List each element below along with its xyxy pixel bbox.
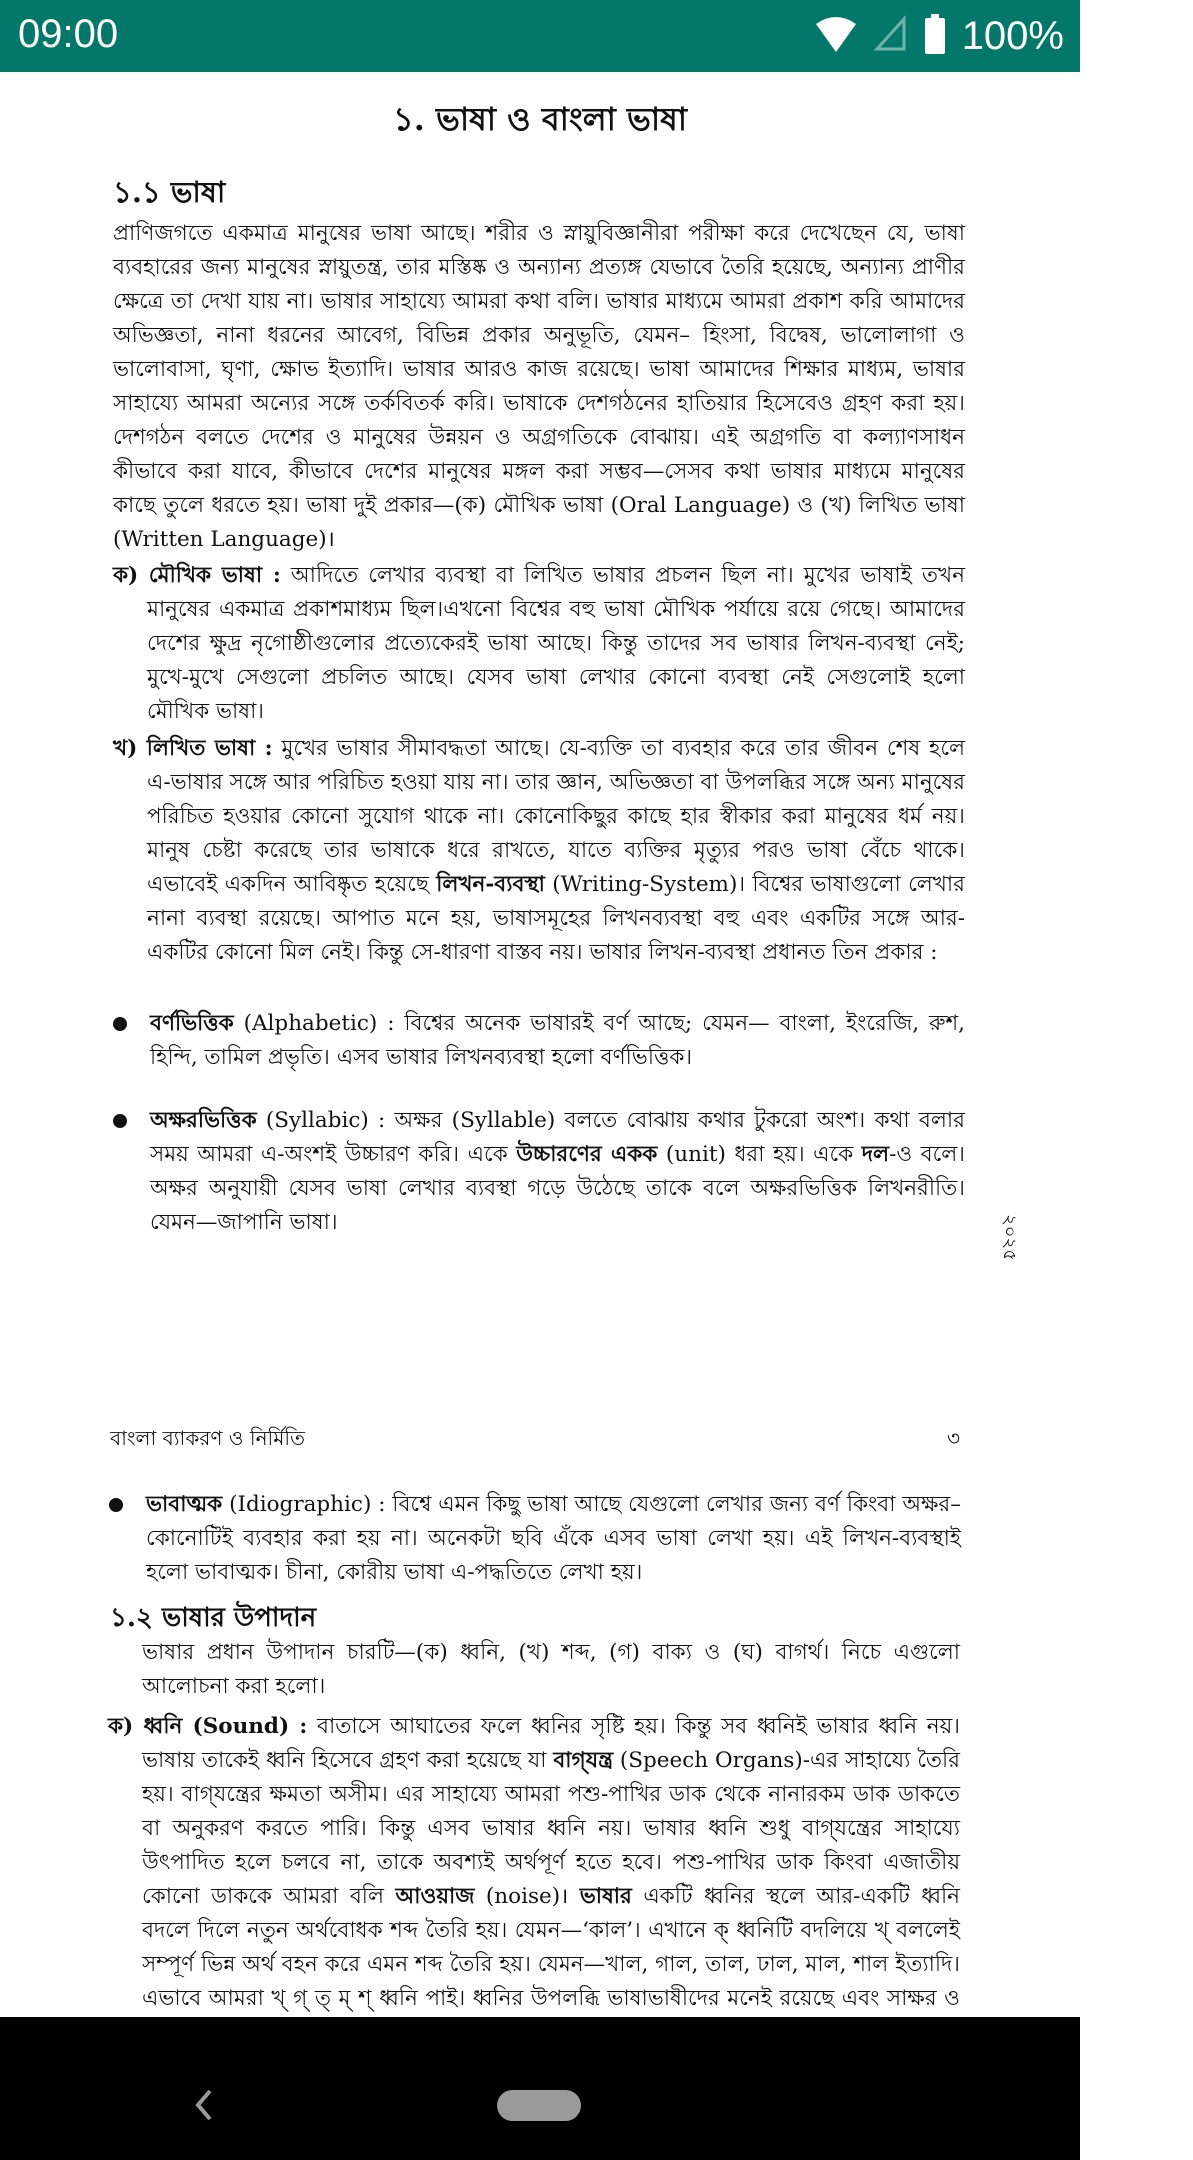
document-viewer[interactable] <box>0 72 1080 2017</box>
bullet-alphabetic <box>108 1007 965 1075</box>
section-1-2-intro: ভাষার প্রধান উপাদান চারটি—(ক) ধ্বনি, (খ) শব্দ, (গ) বাক্য ও (ঘ) বাগর্থ। নিচে এগুলো আলোচনা করা হলো। <box>142 1640 960 1699</box>
oral-language-label: ক) মৌখিক ভাষা : <box>113 563 281 588</box>
chapter-title: ১. ভাষা ও বাংলা ভাষা <box>392 100 688 138</box>
speech-organs-term: বাগ্‌যন্ত্র <box>553 1748 614 1773</box>
bullet-bold-term: উচ্চারণের একক <box>516 1142 658 1167</box>
bullet-icon <box>113 1114 127 1128</box>
book-title: বাংলা ব্যাকরণ ও নির্মিতি <box>110 1426 306 1450</box>
oral-language-text: আদিতে লেখার ব্যবস্থা বা লিখিত ভাষার প্রচলন ছিল না। মুখের ভাষাই তখন মানুষের একমাত্র প্রকাশমাধ্যম ছিল।এখনো বিশ্বের বহু ভাষা মৌখিক পর্যায়ে রয়ে গেছে। আমাদের দেশের ক্ষুদ্র নৃগোষ্ঠীগুলোর প্রত্যেকেরই ভাষা আছে। কিন্তু তাদের সব ভাষার লিখন-ব্যবস্থা নেই; মুখে-মুখে সেগুলো প্রচলিত আছে। যেসব ভাষা লেখার কোনো ব্যবস্থা নেই সেগুলোই হলো মৌখিক ভাষা। <box>147 563 965 724</box>
bullet-text: (Idiographic) : বিশ্বে এমন কিছু ভাষা আছে যেগুলো লেখার জন্য বর্ণ কিংবা অক্ষর– কোনোটিই ব্যবহার করা হয় না। অনেকটা ছবি এঁকে এসব ভাষা লেখা হয়। এই লিখন-ব্যবস্থাই হলো ভাবাত্মক। চীনা, কোরীয় ভাষা এ-পদ্ধতিতে লেখা হয়। <box>146 1492 961 1585</box>
bullet-text: (Alphabetic) : বিশ্বের অনেক ভাষারই বর্ণ আছে; যেমন— বাংলা, ইংরেজি, রুশ, হিন্দি, তামিল প্রভৃতি। এসব ভাষার লিখনব্যবস্থা হলো বর্ণভিত্তিক। <box>150 1011 966 1070</box>
sound-text: (Speech Organs)-এর সাহায্যে তৈরি হয়। বাগ্‌যন্ত্রের ক্ষমতা অসীম। এর সাহায্যে আমরা পশু-পাখির ডাক থেকে নানারকম ডাক ডাকতে বা অনুকরণ করতে পারি। কিন্তু এসব ভাষার ধ্বনি নয়। ভাষার ধ্বনি শুধু বাগ্‌যন্ত্রের সাহায্যে উৎপাদিত হলে চলবে না, তাকে অবশ্যই অর্থপূর্ণ হতে হবে। পশু-পাখির ডাক কিংবা এজাতীয় কোনো ডাককে আমরা বলি <box>142 1748 960 1909</box>
navigation-bar <box>0 2017 1080 2160</box>
sound-label: ক) ধ্বনি (Sound) : <box>108 1714 308 1739</box>
bullet-term: অক্ষরভিত্তিক <box>150 1108 257 1133</box>
noise-term: আওয়াজ <box>395 1884 475 1909</box>
bullet-text: -ও বলে। অক্ষর অনুযায়ী যেসব ভাষা লেখার ব্যবস্থা গড়ে উঠেছে তাকে বলে অক্ষরভিত্তিক লিখনরীতি। যেমন—জাপানি ভাষা। <box>150 1142 965 1235</box>
bullet-text: (Syllabic) : অক্ষর (Syllable) বলতে বোঝায় কথার টুকরো অংশ। কথা বলার সময় আমরা এ-অংশই উচ্চারণ করি। একে <box>150 1108 965 1167</box>
bullet-idiographic <box>104 1488 961 1590</box>
section-heading-1-1: ১.১ ভাষা <box>113 175 226 209</box>
sound-item <box>108 1710 960 2050</box>
bullet-term: ভাবাত্মক <box>146 1492 223 1517</box>
oral-language-item <box>113 559 965 729</box>
bullet-text: (unit) ধরা হয়। একে <box>665 1142 854 1167</box>
bullet-term: বর্ণভিত্তিক <box>150 1011 234 1036</box>
writing-system-term: লিখন-ব্যবস্থা <box>436 872 545 897</box>
side-year-mark: ২০২৫ <box>998 1214 1020 1261</box>
status-bar <box>0 0 1080 72</box>
wifi-icon <box>814 14 858 59</box>
written-language-text-2: (Writing-System)। বিশ্বের ভাষাগুলো লেখার নানা ব্যবস্থা রয়েছে। আপাত মনে হয়, ভাষাসমূহের লিখনব্যবস্থা বহু এবং একটির সঙ্গে আর-একটির কোনো মিল নেই। কিন্তু সে-ধারণা বাস্তব নয়। ভাষার লিখন-ব্যবস্থা প্রধানত তিন প্রকার : <box>147 872 965 965</box>
back-chevron-icon <box>192 2087 216 2123</box>
sound-text: (noise)। <box>485 1884 569 1909</box>
written-language-item <box>113 732 965 970</box>
page-running-header <box>110 1424 960 1457</box>
language-term: ভাষার <box>579 1884 632 1909</box>
intro-paragraph: প্রাণিজগতে একমাত্র মানুষের ভাষা আছে। শরীর ও স্নায়ুবিজ্ঞানীরা পরীক্ষা করে দেখেছেন যে, ভাষা ব্যবহারের জন্য মানুষের স্নায়ুতন্ত্র, তার মস্তিষ্ক ও অন্যান্য প্রত্যঙ্গ যেভাবে তৈরি হয়েছে, অন্যান্য প্রাণীর ক্ষেত্রে তা দেখা যায় না। ভাষার সাহায্যে আমরা কথা বলি। ভাষার মাধ্যমে আমরা প্রকাশ করি আমাদের অভিজ্ঞতা, নানা ধরনের আবেগ, বিভিন্ন প্রকার অনুভূতি, যেমন– হিংসা, বিদ্বেষ, ভালোলাগা ও ভালোবাসা, ঘৃণা, ক্ষোভ ইত্যাদি। ভাষার আরও কাজ রয়েছে। ভাষা আমাদের শিক্ষার মাধ্যম, ভাষার সাহায্যে আমরা অন্যের সঙ্গে তর্কবিতর্ক করি। ভাষাকে দেশগঠনের হাতিয়ার হিসেবেও গ্রহণ করা হয়। দেশগঠন বলতে দেশের ও মানুষের উন্নয়ন ও অগ্রগতিকে বোঝায়। এই অগ্রগতি বা কল্যাণসাধন কীভাবে করা যাবে, কীভাবে দেশের মানুষের মঙ্গল করা সম্ভব—সেসব কথা ভাষার মাধ্যমে মানুষের কাছে তুলে ধরতে হয়। ভাষা দুই প্রকার—(ক) মৌখিক ভাষা (Oral Language) ও (খ) লিখিত ভাষা (Written Language)। <box>113 221 965 552</box>
status-time: 09:00 <box>18 12 119 56</box>
back-button[interactable] <box>192 2087 216 2127</box>
sound-text: একটি ধ্বনির স্থলে আর-একটি ধ্বনি বদলে দিলে নতুন অর্থবোধক শব্দ তৈরি হয়। যেমন—‘কাল’। এখানে ক্ ধ্বনিটি বদলিয়ে খ্ বললেই সম্পূর্ণ ভিন্ন অর্থ বহন করে এমন শব্দ তৈরি হয়। যেমন—খাল, গাল, তাল, ঢাল, মাল, শাল ইত্যাদি। এভাবে আমরা খ্ গ্ ত্ ম্ শ্ ধ্বনি পাই। ধ্বনির উপলব্ধি ভাষাভাষীদের মনেই রয়েছে এবং সাক্ষর ও <box>142 1884 960 2011</box>
bullet-syllabic <box>108 1104 965 1240</box>
status-icons <box>814 12 1064 60</box>
written-language-label: খ) লিখিত ভাষা : <box>113 736 273 761</box>
page-number: ৩ <box>946 1426 960 1450</box>
cell-signal-icon <box>874 16 908 57</box>
written-language-text-1: মুখের ভাষার সীমাবদ্ধতা আছে। যে-ব্যক্তি তা ব্যবহার করে তার জীবন শেষ হলে এ-ভাষার সঙ্গে আর পরিচিত হওয়া যায় না। তার জ্ঞান, অভিজ্ঞতা বা উপলব্ধির সঙ্গে অন্য মানুষের পরিচিত হওয়ার কোনো সুযোগ থাকে না। কোনোকিছুর কাছে হার স্বীকার করা মানুষের ধর্ম নয়। মানুষ চেষ্টা করেছে তার ভাষাকে ধরে রাখতে, যাতে ব্যক্তির মৃত্যুর পরও ভাষা বেঁচে থাকে। এভাবেই একদিন আবিষ্কৃত হয়েছে <box>147 736 966 897</box>
bullet-icon <box>109 1498 123 1512</box>
section-heading-1-2: ১.২ ভাষার উপাদান <box>110 1603 317 1633</box>
bullet-icon <box>113 1017 127 1031</box>
home-button[interactable] <box>497 2090 581 2121</box>
battery-icon <box>924 14 946 59</box>
battery-percent: 100% <box>961 13 1064 58</box>
sound-text: বাতাসে আঘাতের ফলে ধ্বনির সৃষ্টি হয়। কিন্তু সব ধ্বনিই ভাষার ধ্বনি নয়। ভাষায় তাকেই ধ্বনি হিসেবে গ্রহণ করা হয়েছে যা <box>142 1714 960 1773</box>
bullet-bold-term: দল <box>861 1142 890 1167</box>
